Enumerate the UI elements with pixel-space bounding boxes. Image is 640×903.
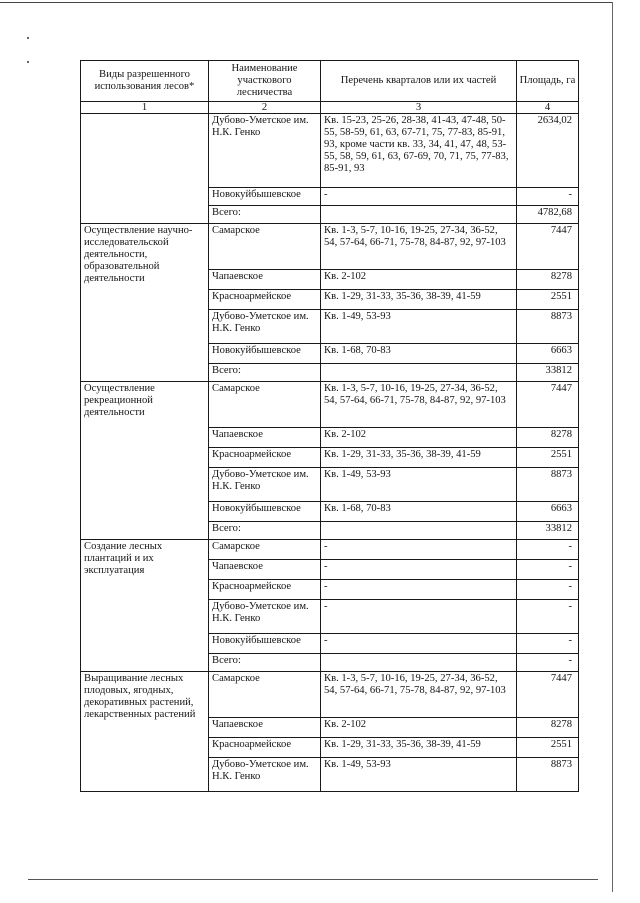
use-type-cell: Создание лесных плантаций и их эксплуатация (81, 540, 209, 672)
quarters-cell: Кв. 2-102 (321, 718, 517, 738)
scan-edge-bottom (28, 879, 598, 880)
area-cell: 33812 (517, 522, 579, 540)
column-number-row (81, 102, 579, 114)
forestry-name-cell: Новокуйбышевское (209, 502, 321, 522)
quarters-cell: - (321, 634, 517, 654)
quarters-cell: Кв. 2-102 (321, 270, 517, 290)
forestry-name-cell: Всего: (209, 206, 321, 224)
area-cell: 8278 (517, 718, 579, 738)
header-use-types: Виды разрешенного использования лесов* (81, 61, 209, 102)
area-cell: 8278 (517, 428, 579, 448)
area-cell: 2634,02 (517, 114, 579, 188)
forestry-name-cell: Самарское (209, 672, 321, 718)
area-cell: 7447 (517, 224, 579, 270)
area-cell: - (517, 654, 579, 672)
forestry-name-cell: Чапаевское (209, 560, 321, 580)
area-cell: 4782,68 (517, 206, 579, 224)
area-cell: 8873 (517, 758, 579, 792)
forestry-name-cell: Красноармейское (209, 290, 321, 310)
forestry-name-cell: Всего: (209, 364, 321, 382)
column-number: 2 (209, 102, 321, 114)
area-cell: 2551 (517, 738, 579, 758)
table-row (81, 540, 579, 560)
header-forestry-name: Наименование участкового лесничества (209, 61, 321, 102)
table-header-row (81, 61, 579, 102)
quarters-cell: - (321, 188, 517, 206)
use-type-cell (81, 114, 209, 224)
area-cell: - (517, 560, 579, 580)
forestry-name-cell: Самарское (209, 382, 321, 428)
forestry-name-cell: Чапаевское (209, 270, 321, 290)
table-row (81, 672, 579, 718)
area-cell: 8278 (517, 270, 579, 290)
forestry-name-cell: Самарское (209, 540, 321, 560)
quarters-cell: Кв. 1-29, 31-33, 35-36, 38-39, 41-59 (321, 448, 517, 468)
quarters-cell (321, 654, 517, 672)
column-number: 4 (517, 102, 579, 114)
quarters-cell: Кв. 1-3, 5-7, 10-16, 19-25, 27-34, 36-52, 54, 57-64, 66-71, 75-78, 84-87, 92, 97-103 (321, 224, 517, 270)
area-cell: - (517, 634, 579, 654)
forestry-name-cell: Дубово-Уметское им. Н.К. Генко (209, 310, 321, 344)
scan-speck (27, 37, 29, 39)
area-cell: 7447 (517, 382, 579, 428)
quarters-cell: - (321, 580, 517, 600)
quarters-cell: - (321, 600, 517, 634)
quarters-cell (321, 364, 517, 382)
quarters-cell: - (321, 540, 517, 560)
quarters-cell: Кв. 1-49, 53-93 (321, 758, 517, 792)
area-cell: - (517, 580, 579, 600)
forestry-name-cell: Красноармейское (209, 738, 321, 758)
forestry-name-cell: Всего: (209, 522, 321, 540)
quarters-cell: Кв. 1-3, 5-7, 10-16, 19-25, 27-34, 36-52, 54, 57-64, 66-71, 75-78, 84-87, 92, 97-103 (321, 382, 517, 428)
area-cell: - (517, 600, 579, 634)
forest-use-table (80, 60, 579, 792)
table-row (81, 114, 579, 188)
forestry-name-cell: Чапаевское (209, 718, 321, 738)
area-cell: - (517, 540, 579, 560)
header-area: Площадь, га (517, 61, 579, 102)
forestry-name-cell: Красноармейское (209, 448, 321, 468)
quarters-cell (321, 206, 517, 224)
scan-speck (27, 61, 29, 63)
forestry-name-cell: Чапаевское (209, 428, 321, 448)
quarters-cell: Кв. 1-68, 70-83 (321, 344, 517, 364)
quarters-cell: Кв. 1-49, 53-93 (321, 468, 517, 502)
area-cell: - (517, 188, 579, 206)
quarters-cell (321, 522, 517, 540)
forestry-name-cell: Новокуйбышевское (209, 344, 321, 364)
area-cell: 2551 (517, 290, 579, 310)
forestry-name-cell: Красноармейское (209, 580, 321, 600)
forestry-name-cell: Дубово-Уметское им. Н.К. Генко (209, 758, 321, 792)
area-cell: 7447 (517, 672, 579, 718)
scan-edge-right (612, 2, 613, 892)
forestry-name-cell: Самарское (209, 224, 321, 270)
column-number: 1 (81, 102, 209, 114)
quarters-cell: Кв. 2-102 (321, 428, 517, 448)
scan-edge-top (0, 2, 612, 3)
quarters-cell: - (321, 560, 517, 580)
forestry-name-cell: Дубово-Уметское им. Н.К. Генко (209, 600, 321, 634)
table-body (81, 114, 579, 792)
forestry-name-cell: Всего: (209, 654, 321, 672)
area-cell: 33812 (517, 364, 579, 382)
forestry-name-cell: Новокуйбышевское (209, 188, 321, 206)
quarters-cell: Кв. 1-68, 70-83 (321, 502, 517, 522)
forestry-name-cell: Новокуйбышевское (209, 634, 321, 654)
area-cell: 8873 (517, 310, 579, 344)
area-cell: 6663 (517, 502, 579, 522)
use-type-cell: Осуществление рекреационной деятельности (81, 382, 209, 540)
table-row (81, 382, 579, 428)
forestry-name-cell: Дубово-Уметское им. Н.К. Генко (209, 114, 321, 188)
forestry-name-cell: Дубово-Уметское им. Н.К. Генко (209, 468, 321, 502)
area-cell: 6663 (517, 344, 579, 364)
quarters-cell: Кв. 1-3, 5-7, 10-16, 19-25, 27-34, 36-52, 54, 57-64, 66-71, 75-78, 84-87, 92, 97-103 (321, 672, 517, 718)
quarters-cell: Кв. 1-49, 53-93 (321, 310, 517, 344)
area-cell: 8873 (517, 468, 579, 502)
header-quarters-list: Перечень кварталов или их частей (321, 61, 517, 102)
use-type-cell: Осуществление научно-исследовательской деятельности, образовательной деятельности (81, 224, 209, 382)
column-number: 3 (321, 102, 517, 114)
quarters-cell: Кв. 1-29, 31-33, 35-36, 38-39, 41-59 (321, 290, 517, 310)
area-cell: 2551 (517, 448, 579, 468)
use-type-cell: Выращивание лесных плодовых, ягодных, декоративных растений, лекарственных растений (81, 672, 209, 792)
quarters-cell: Кв. 15-23, 25-26, 28-38, 41-43, 47-48, 50-55, 58-59, 61, 63, 67-71, 75, 77-83, 85-91, 93, кроме части кв. 33, 34, 41, 47, 48, 53-55, 58, 59, 61, 63, 67-69, 70, 71, 75, 77-83, 85-91, 93 (321, 114, 517, 188)
table-row (81, 224, 579, 270)
quarters-cell: Кв. 1-29, 31-33, 35-36, 38-39, 41-59 (321, 738, 517, 758)
